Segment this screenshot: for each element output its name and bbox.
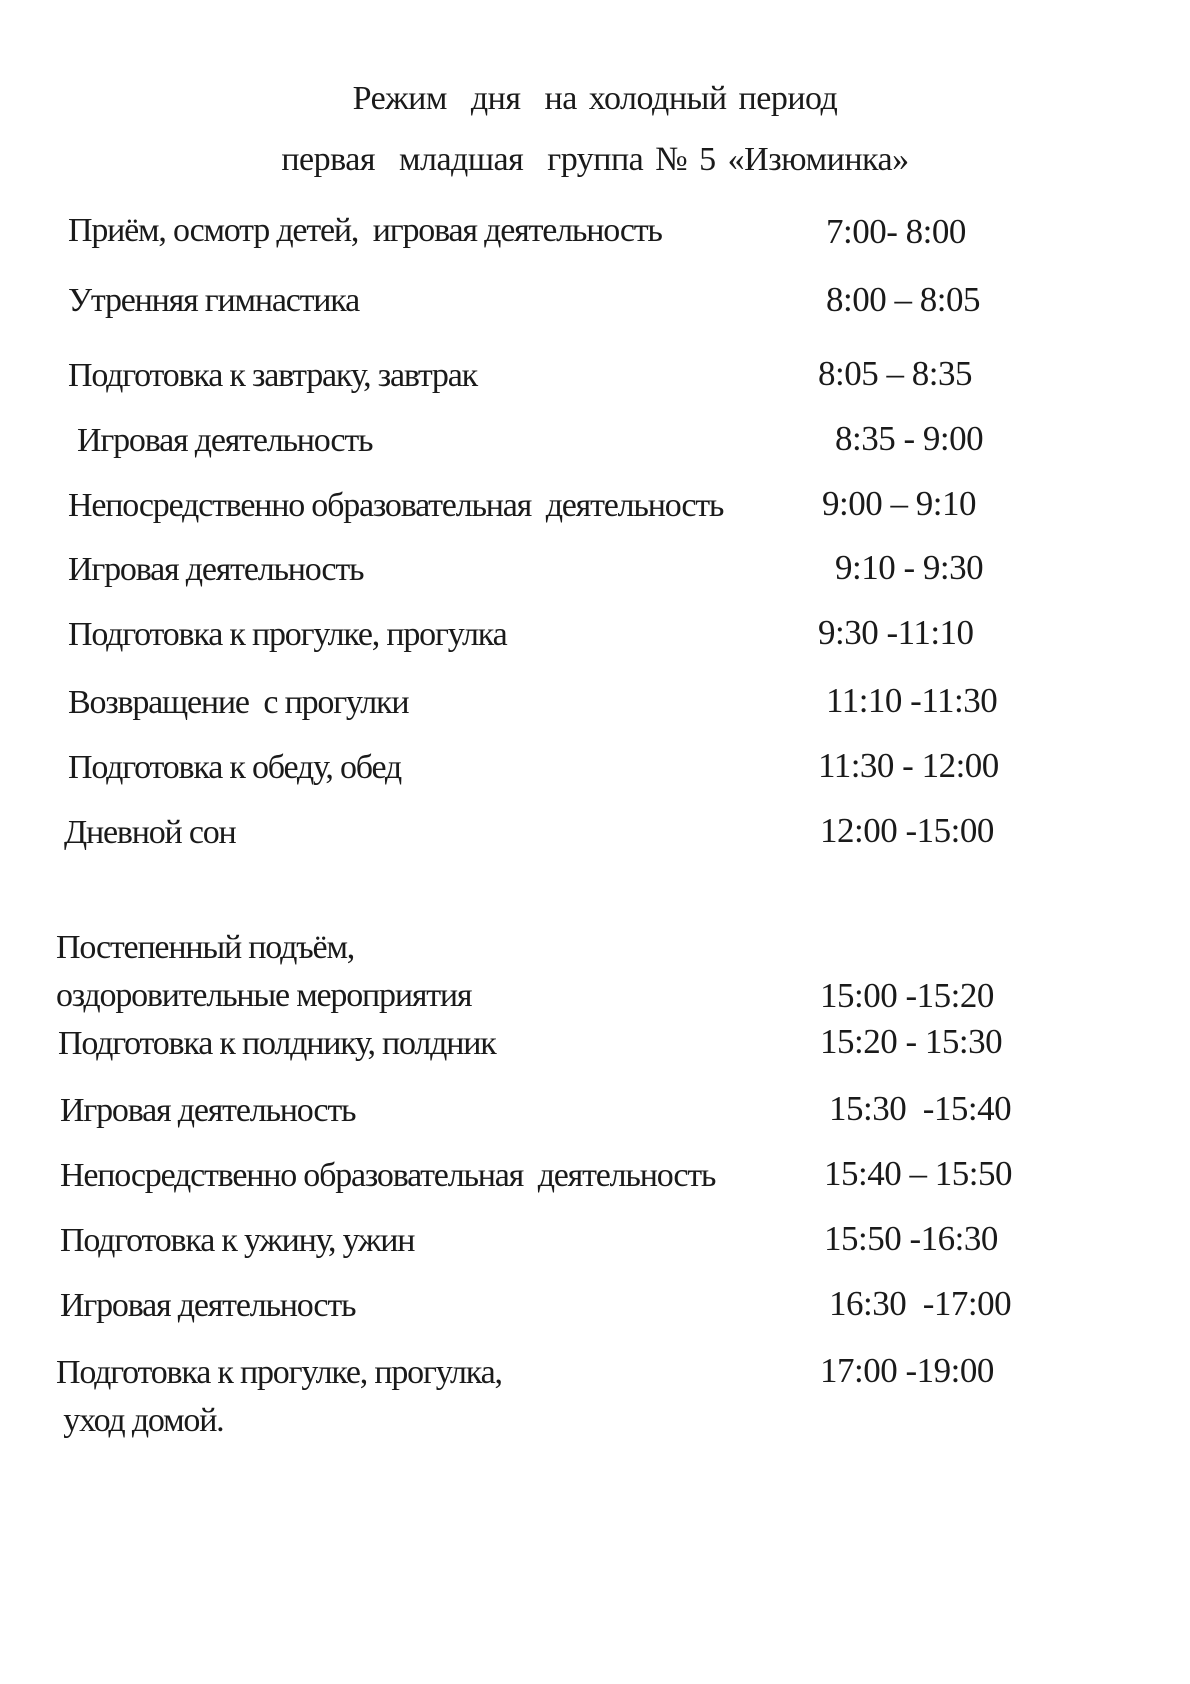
activity-name: Дневной сон: [64, 814, 236, 851]
time-range: 8:00 – 8:05: [826, 280, 980, 319]
activity-name: Непосредственно образовательная деятельность: [60, 1157, 716, 1194]
time-range: 7:00- 8:00: [826, 212, 966, 251]
activity-name: Возвращение с прогулки: [68, 684, 409, 721]
time-range: 12:00 -15:00: [820, 811, 994, 850]
time-range: 8:35 - 9:00: [835, 419, 984, 458]
activity-name: Подготовка к завтраку, завтрак: [68, 357, 477, 394]
time-range: 15:00 -15:20: [820, 976, 994, 1015]
activity-name: Подготовка к прогулке, прогулка, уход домой.: [56, 1354, 502, 1439]
time-range: 9:30 -11:10: [818, 613, 974, 652]
time-range: 11:10 -11:30: [826, 681, 998, 720]
activity-name: Игровая деятельность: [77, 422, 373, 459]
activity-name: Игровая деятельность: [60, 1287, 356, 1324]
activity-name: Приём, осмотр детей, игровая деятельность: [68, 212, 662, 249]
activity-name: Утренняя гимнастика: [68, 282, 359, 319]
activity-name: Подготовка к прогулке, прогулка: [68, 616, 507, 653]
activity-name: Игровая деятельность: [68, 551, 364, 588]
activity-name: Подготовка к ужину, ужин: [60, 1222, 415, 1259]
time-range: 11:30 - 12:00: [818, 746, 999, 785]
activity-name: Постепенный подъём, оздоровительные мероприятия: [56, 929, 472, 1014]
activity-name: Игровая деятельность: [60, 1092, 356, 1129]
time-range: 8:05 – 8:35: [818, 354, 972, 393]
time-range: 15:20 - 15:30: [820, 1022, 1003, 1061]
activity-name: Непосредственно образовательная деятельность: [68, 487, 724, 524]
time-range: 16:30 -17:00: [829, 1284, 1012, 1323]
time-range: 15:40 – 15:50: [824, 1154, 1012, 1193]
time-range: 9:00 – 9:10: [822, 484, 976, 523]
time-range: 15:30 -15:40: [829, 1089, 1012, 1128]
time-range: 15:50 -16:30: [824, 1219, 998, 1258]
time-range: 17:00 -19:00: [820, 1351, 994, 1390]
activity-name: Подготовка к полднику, полдник: [58, 1025, 496, 1062]
page-title: Режим дня на холодный период: [352, 80, 838, 117]
time-range: 9:10 - 9:30: [835, 548, 984, 587]
page-subtitle: первая младшая группа № 5 «Изюминка»: [281, 141, 909, 178]
activity-name: Подготовка к обеду, обед: [68, 749, 401, 786]
